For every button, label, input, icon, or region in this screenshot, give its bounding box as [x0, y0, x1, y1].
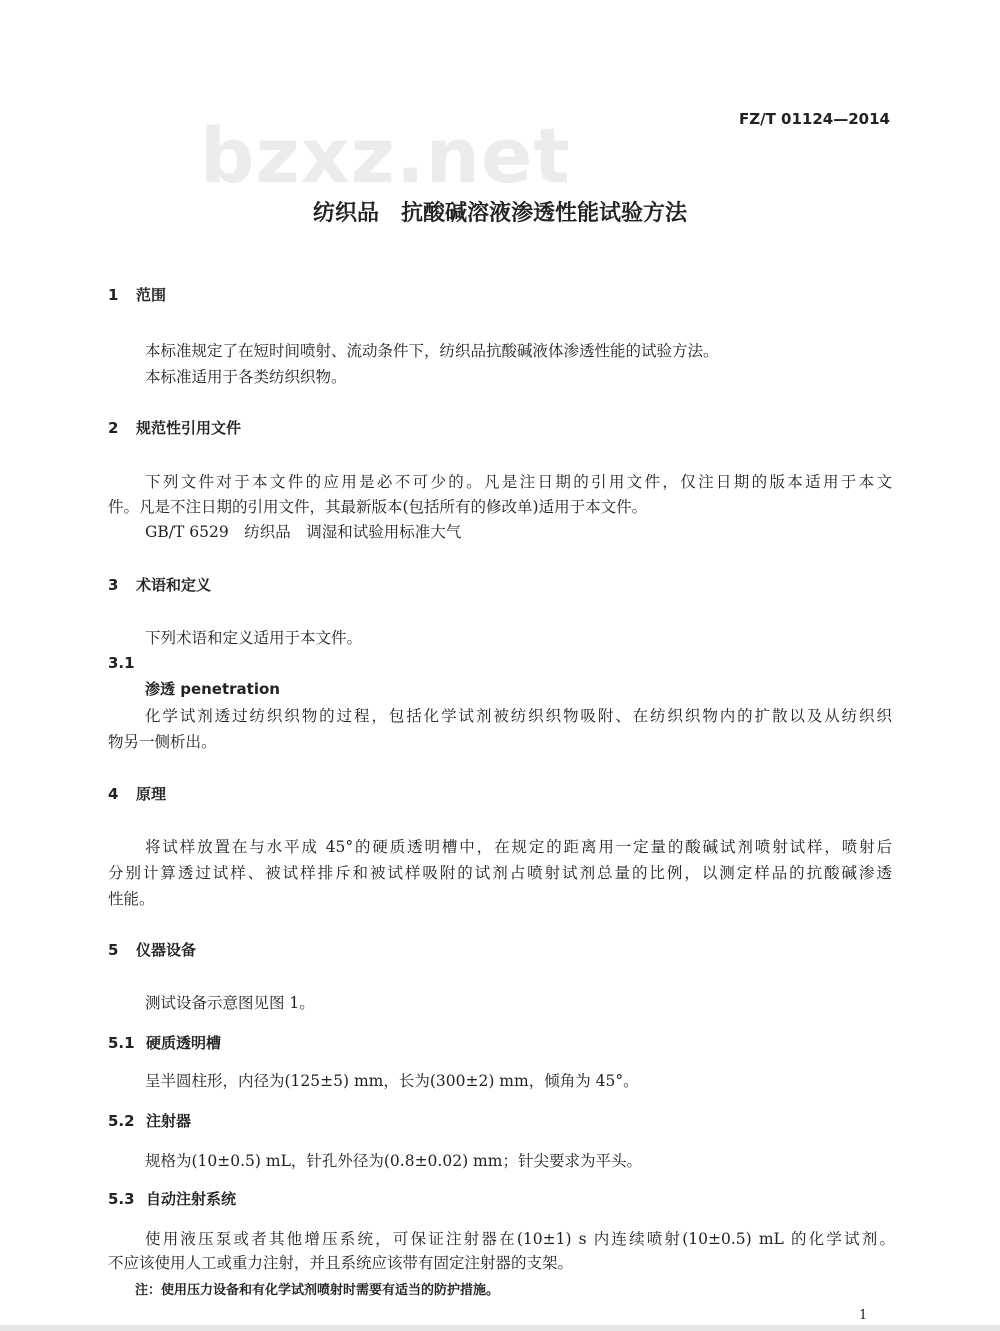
section-2-heading: 2 规范性引用文件 [108, 419, 242, 437]
paragraph-line: 本标准规定了在短时间喷射、流动条件下，纺织品抗酸碱液体渗透性能的试验方法。 [145, 342, 719, 360]
section-1-heading: 1 范围 [108, 286, 167, 304]
reference-item: GB/T 6529 纺织品 调湿和试验用标准大气 [145, 523, 462, 541]
section-5-1-heading: 5.1 硬质透明槽 [108, 1034, 222, 1052]
paragraph-line: 测试设备示意图见图 1。 [145, 994, 315, 1012]
paragraph-line: 物另一侧析出。 [108, 733, 217, 751]
paragraph-line: 下列文件对于本文件的应用是必不可少的。凡是注日期的引用文件，仅注日期的版本适用于本文 [145, 473, 892, 491]
document-title: 纺织品 抗酸碱溶液渗透性能试验方法 [312, 201, 687, 226]
section-5-3-heading: 5.3 自动注射系统 [108, 1190, 237, 1208]
section-3-heading: 3 术语和定义 [108, 576, 212, 594]
term-title: 渗透 penetration [145, 680, 280, 698]
paragraph-line: 化学试剂透过纺织织物的过程，包括化学试剂被纺织织物吸附、在纺织织物内的扩散以及从纺织织 [145, 707, 892, 725]
section-4-heading: 4 原理 [108, 785, 167, 803]
paragraph-line: 使用液压泵或者其他增压系统，可保证注射器在(10±1) s 内连续喷射(10±0.5) mL 的化学试剂。 [145, 1230, 895, 1248]
paragraph-line: 本标准适用于各类纺织织物。 [145, 368, 347, 386]
page-number: 1 [859, 1308, 868, 1323]
watermark: bzxz.net [200, 111, 571, 200]
paragraph-line: 性能。 [108, 890, 155, 908]
note: 注：使用压力设备和有化学试剂喷射时需要有适当的防护措施。 [135, 1283, 500, 1298]
section-5-heading: 5 仪器设备 [108, 941, 197, 959]
standard-number: FZ/T 01124—2014 [739, 110, 890, 128]
term-number: 3.1 [108, 654, 135, 672]
paragraph-line: 呈半圆柱形，内径为(125±5) mm，长为(300±2) mm，倾角为 45°。 [145, 1072, 639, 1090]
paragraph-line: 不应该使用人工或重力注射，并且系统应该带有固定注射器的支架。 [108, 1254, 574, 1272]
page-edge [0, 1325, 1000, 1331]
paragraph-line: 分别计算透过试样、被试样排斥和被试样吸附的试剂占喷射试剂总量的比例，以测定样品的抗酸碱渗透 [108, 864, 892, 882]
paragraph-line: 件。凡是不注日期的引用文件，其最新版本(包括所有的修改单)适用于本文件。 [108, 498, 648, 516]
paragraph-line: 下列术语和定义适用于本文件。 [145, 629, 363, 647]
paragraph-line: 将试样放置在与水平成 45°的硬质透明槽中，在规定的距离用一定量的酸碱试剂喷射试样，喷射后 [145, 838, 892, 856]
paragraph-line: 规格为(10±0.5) mL，针孔外径为(0.8±0.02) mm；针尖要求为平头。 [145, 1152, 642, 1170]
section-5-2-heading: 5.2 注射器 [108, 1112, 192, 1130]
